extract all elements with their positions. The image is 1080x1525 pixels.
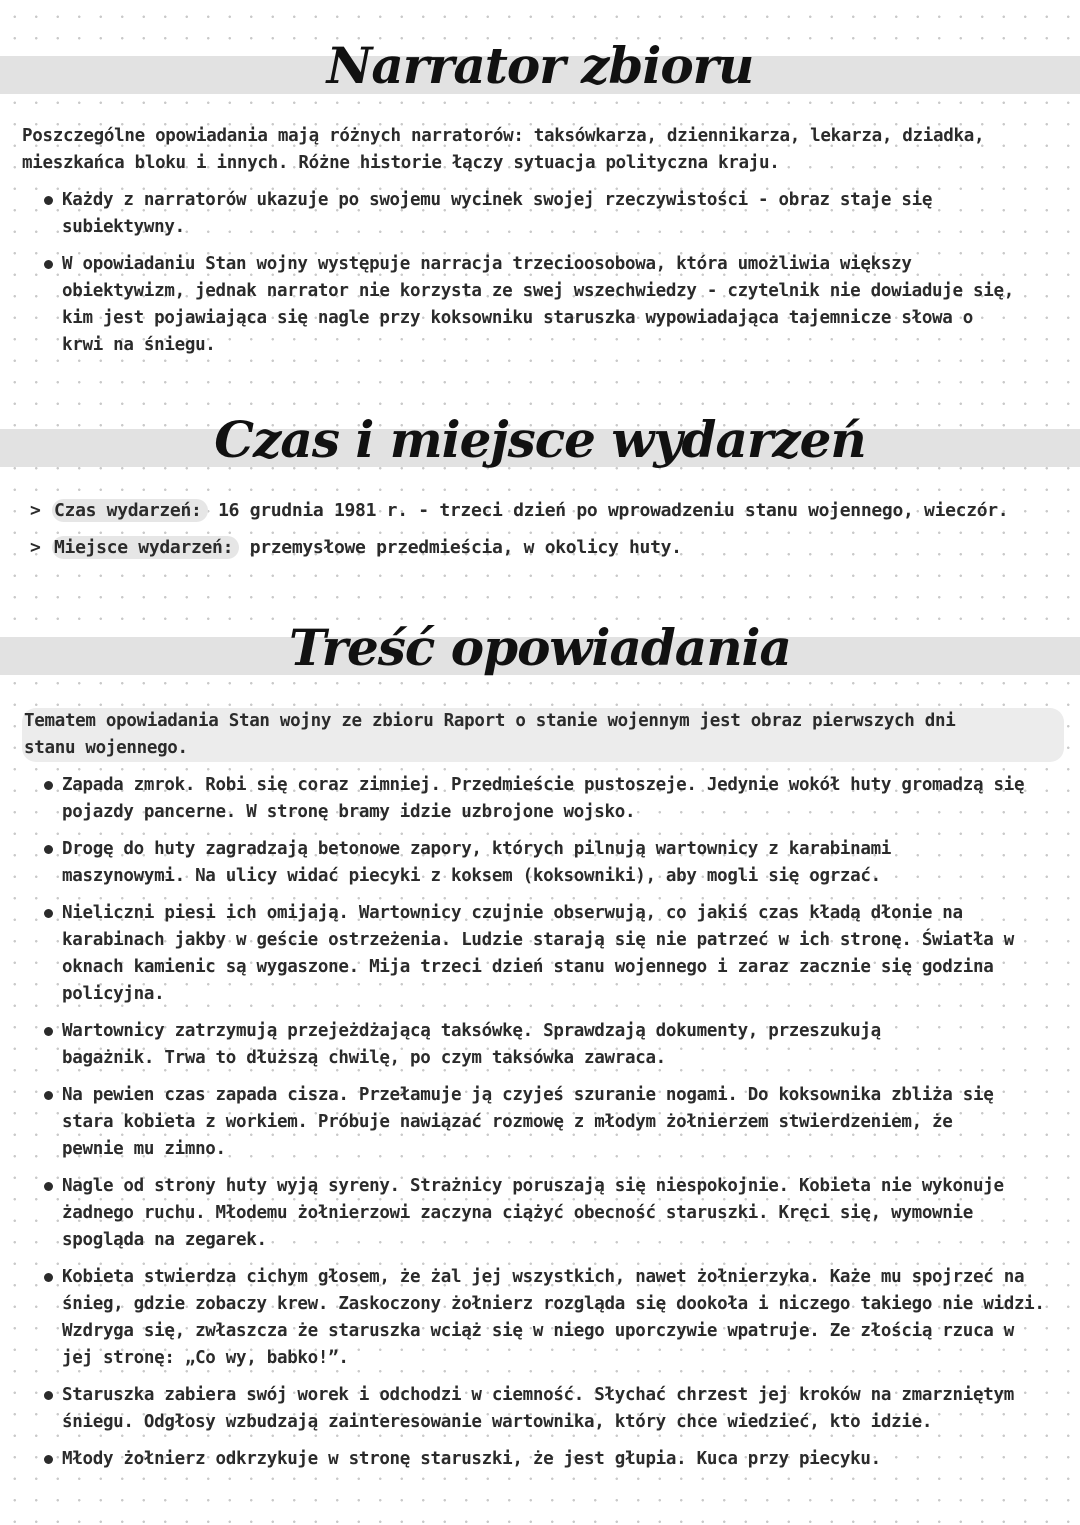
list-item: Nagle od strony huty wyją syreny. Strażnicy poruszają się niespokojnie. Kobieta nie wykonuje żadnego ruchu. Młodemu żołnierzowi zaczyna ciążyć obecność staruszki. Kręci się, wymownie spogląda na zegarek. <box>42 1173 1052 1254</box>
bullet-list <box>42 772 1052 1473</box>
bullet-icon <box>44 1391 53 1400</box>
bullet-icon <box>44 781 53 790</box>
section-title: Czas i miejsce wydarzeń <box>214 410 866 469</box>
bullet-icon <box>44 1091 53 1100</box>
bullet-icon <box>44 845 53 854</box>
chevron-right-icon: > <box>30 500 41 521</box>
event-place-label: Miejsce wydarzeń: <box>52 536 239 559</box>
section-intro: Poszczególne opowiadania mają różnych narratorów: taksówkarza, dziennikarza, lekarza, dziadka, mieszkańca bloku i innych. Różne historie łączy sytuacja polityczna kraju. <box>22 126 985 173</box>
event-time-label: Czas wydarzeń: <box>52 499 208 522</box>
chevron-right-icon: > <box>30 537 41 558</box>
bullet-list <box>42 187 1052 359</box>
section-title: Treść opowiadania <box>289 618 791 677</box>
event-place <box>30 533 1030 563</box>
list-item: Młody żołnierz odkrzykuje w stronę staruszki, że jest głupia. Kuca przy piecyku. <box>42 1446 1052 1473</box>
list-item: Zapada zmrok. Robi się coraz zimniej. Przedmieście pustoszeje. Jedynie wokół huty gromadzą się pojazdy pancerne. W stronę bramy idzie uzbrojone wojsko. <box>42 772 1052 826</box>
bullet-icon <box>44 260 53 269</box>
section-title: Narrator zbioru <box>326 36 754 95</box>
bullet-icon <box>44 1455 53 1464</box>
event-time-value: 16 grudnia 1981 r. - trzeci dzień po wprowadzeniu stanu wojennego, wieczór. <box>218 500 1009 521</box>
list-item: Drogę do huty zagradzają betonowe zapory, których pilnują wartownicy z karabinami maszynowymi. Na ulicy widać piecyki z koksem (koksowniki), aby mogli się ogrzać. <box>42 836 1052 890</box>
bullet-icon <box>44 1182 53 1191</box>
list-item: W opowiadaniu Stan wojny występuje narracja trzecioosobowa, która umożliwia większy obiektywizm, jednak narrator nie korzysta ze swej wszechwiedzy - czytelnik nie dowiaduje się, kim jest pojawiająca się nagle przy koksowniku staruszka wypowiadająca tajemnicze słowa o krwi na śniegu. <box>42 251 1052 359</box>
list-item: Kobieta stwierdza cichym głosem, że żal jej wszystkich, nawet żołnierzyka. Każe mu spojrzeć na śnieg, gdzie zobaczy krew. Zaskoczony żołnierz rozgląda się dookoła i niczego takiego nie widzi. Wzdryga się, zwłaszcza że staruszka wciąż się w niego uporczywie wpatruje. Ze złością rzuca w jej stronę: „Co wy, babko!”. <box>42 1264 1052 1372</box>
bullet-icon <box>44 1273 53 1282</box>
list-item: Wartownicy zatrzymują przejeżdżającą taksówkę. Sprawdzają dokumenty, przeszukują bagażnik. Trwa to dłuższą chwilę, po czym taksówka zawraca. <box>42 1018 1052 1072</box>
section-intro: Tematem opowiadania Stan wojny ze zbioru Raport o stanie wojennym jest obraz pierwszych dni stanu wojennego. <box>22 708 1064 762</box>
event-time <box>30 496 1030 526</box>
list-item: Każdy z narratorów ukazuje po swojemu wycinek swojej rzeczywistości - obraz staje się subiektywny. <box>42 187 1052 241</box>
list-item: Nieliczni piesi ich omijają. Wartownicy czujnie obserwują, co jakiś czas kładą dłonie na karabinach jakby w geście ostrzeżenia. Ludzie starają się nie patrzeć w ich stronę. Światła w oknach kamienic są wygaszone. Mija trzeci dzień stanu wojennego i zaraz zacznie się godzina policyjna. <box>42 900 1052 1008</box>
bullet-icon <box>44 1027 53 1036</box>
event-place-value: przemysłowe przedmieścia, w okolicy huty. <box>249 537 682 558</box>
bullet-icon <box>44 196 53 205</box>
list-item: Staruszka zabiera swój worek i odchodzi w ciemność. Słychać chrzest jej kroków na zmarzniętym śniegu. Odgłosy wzbudzają zainteresowanie wartownika, który chce wiedzieć, kto idzie. <box>42 1382 1052 1436</box>
list-item: Na pewien czas zapada cisza. Przełamuje ją czyjeś szuranie nogami. Do koksownika zbliża się stara kobieta z workiem. Próbuje nawiązać rozmowę z młodym żołnierzem stwierdzeniem, że pewnie mu zimno. <box>42 1082 1052 1163</box>
bullet-icon <box>44 909 53 918</box>
